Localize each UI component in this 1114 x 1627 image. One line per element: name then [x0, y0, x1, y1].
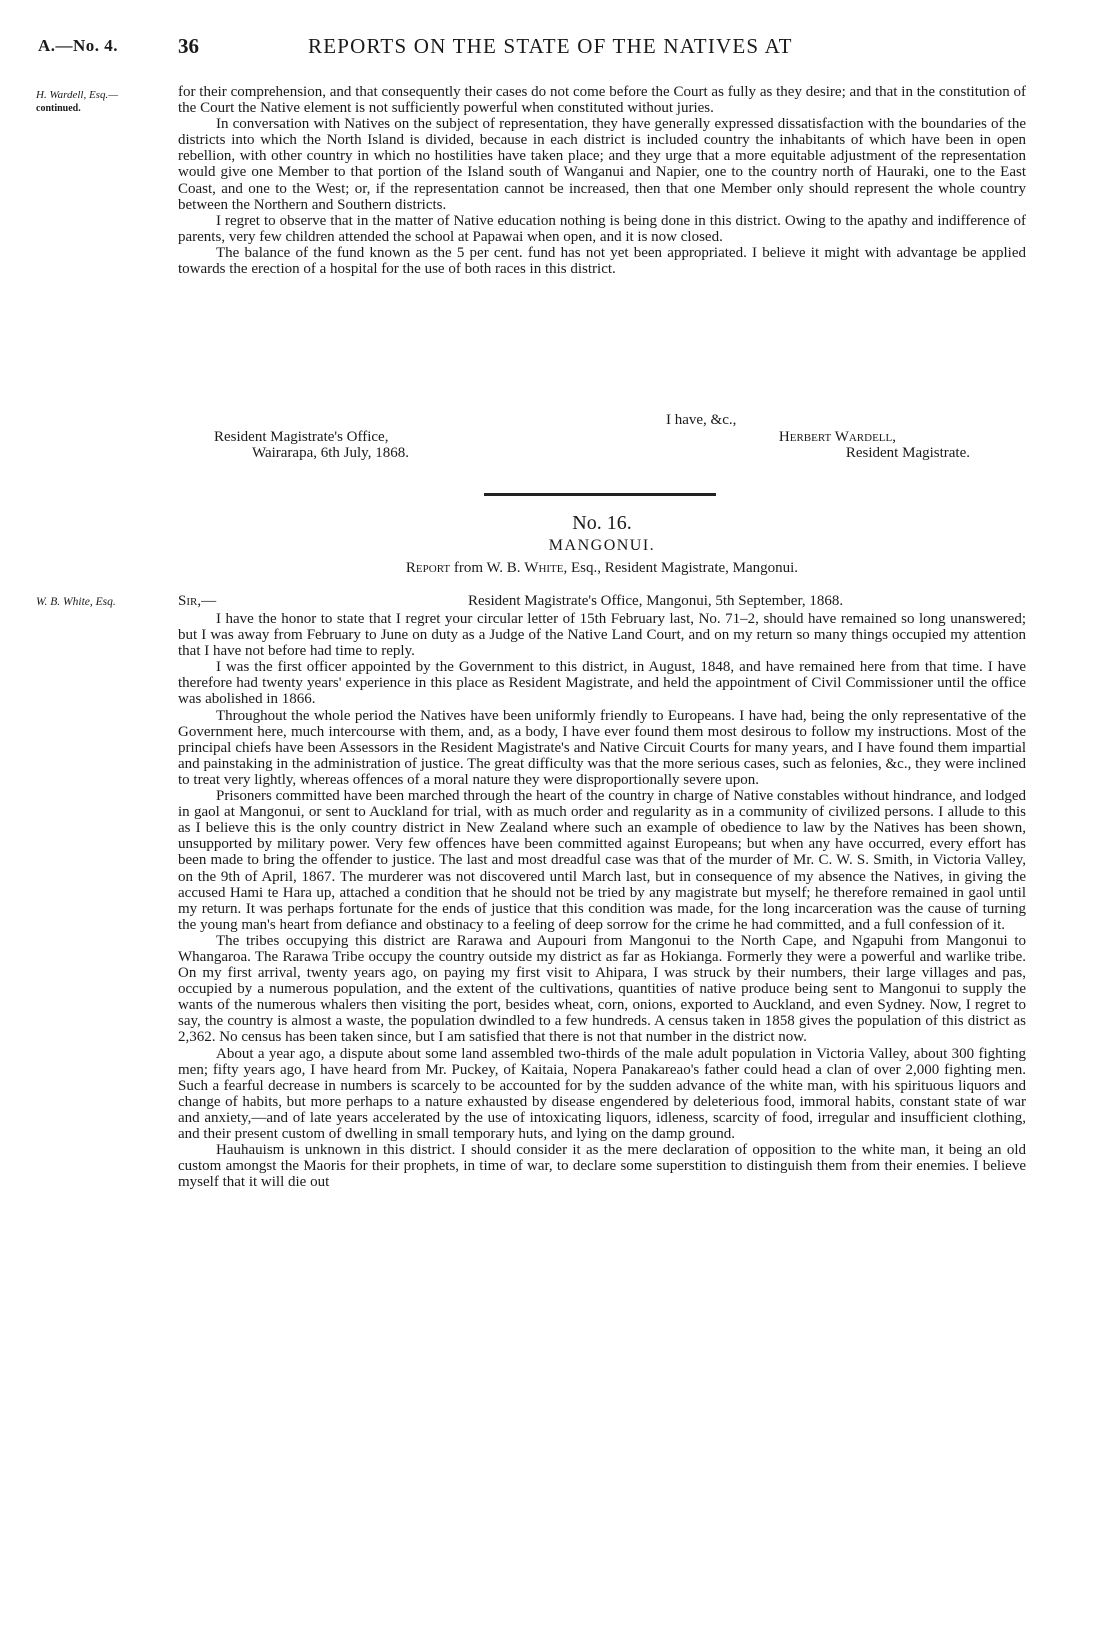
- margin-note-wardell: [36, 88, 166, 116]
- report-number: No. 16.: [572, 512, 632, 534]
- office-date-line: Wairarapa, 6th July, 1868.: [252, 445, 409, 462]
- white-report-body: [178, 611, 1026, 1190]
- page-header: [38, 34, 1088, 64]
- subtitle-rest: , Esq., Resident Magistrate, Mangonui.: [563, 560, 799, 576]
- report-subtitle: [178, 560, 1026, 577]
- paragraph: About a year ago, a dispute about some land assembled two-thirds of the male adult population in Victoria Valley, about 300 fighting men; fifty years ago, I have heard from Mr. Puckey, of Kaitaia, Nopera Panakareao's father could head a clan of over 2,000 fighting men. Such a fearful decrease in numbers is scarcely to be accounted for by the sudden advance of the white man, with his spirituous liquors and change of habits, but more perhaps to a nature exhausted by disease engendered by deleterious food, immoral habits, constant state of war and anxiety,—and of late years accelerated by the use of intoxicating liquors, idleness, scarcity of food, irregular and insufficient clothing, and their present custom of dwelling in small temporary huts, and lying on the damp ground.: [178, 1045, 1026, 1142]
- report-word: Report: [405, 560, 451, 576]
- running-title: REPORTS ON THE STATE OF THE NATIVES AT: [308, 34, 793, 58]
- paragraph: for their comprehension, and that consequently their cases do not come before the Court as fully as they desire; and that in the constitution of the Court the Native element is not sufficiently powerful when constituted without juries.: [178, 84, 1026, 117]
- report-place: MANGONUI.: [548, 537, 656, 554]
- paragraph: Prisoners committed have been marched through the heart of the country in charge of Native constables without hindrance, and lodged in gaol at Mangonui, or sent to Auckland for trial, with as much order and regularity as in a community of civilized persons. I allude to this as I believe this is the only country district in New Zealand where such an example of obedience to law by the Natives has been shown, unsupported by military power. Very few offences have been committed against Europeans; but when any have occurred, every effort has been made to bring the offender to justice. The last and most dreadful case was that of the murder of Mr. C. W. S. Smith, in Victoria Valley, on the 9th of April, 1867. The murderer was not discovered until March last, but in consequence of my absence the Natives, in giving the accused Hami te Hara up, attached a condition that he should not be tried by any magistrate but myself; he therefore remained in gaol until my return. It was perhaps fortunate for the ends of justice that this condition was made, for the long incarceration was the cause of turning the young man's heart from defiance and obstinacy to a feeling of deep sorrow for the crime he had committed, and a full confession of it.: [178, 788, 1026, 933]
- author-surname: White: [524, 560, 564, 576]
- wardell-report-body: [178, 84, 1026, 277]
- salutation: Sir,—: [178, 593, 217, 609]
- paper-reference: A.—No. 4.: [38, 36, 119, 55]
- signer-title: Resident Magistrate.: [845, 445, 970, 462]
- page-number: 36: [178, 34, 199, 58]
- paragraph: I was the first officer appointed by the Government to this district, in August, 1848, and have remained here from that time. I have therefore had twenty years' experience in this place as Resident Magistrate, and held the appointment of Civil Commissioner until the office was abolished in 1866.: [178, 659, 1026, 708]
- salutation-line: [178, 593, 1026, 609]
- dateline: Resident Magistrate's Office, Mangonui, 5th September, 1868.: [468, 593, 844, 609]
- office-line: Resident Magistrate's Office,: [214, 429, 389, 445]
- signer-name: Herbert Wardell,: [778, 429, 896, 445]
- subtitle-from: from W. B.: [450, 560, 525, 576]
- paragraph: I have the honor to state that I regret your circular letter of 15th February last, No. 71–2, should have remained so long unanswered; but I was away from February to June on duty as a Judge of the Native Land Court, and on my return so many things occupied my attention that I have not before had time to reply.: [178, 611, 1026, 660]
- paragraph: Hauhauism is unknown in this district. I should consider it as the mere declaration of opposition to the white man, it being an old custom amongst the Maoris for their prophets, in time of war, to declare some superstition to distinguish them from their enemies. I believe myself that it will die out: [178, 1142, 1026, 1191]
- paragraph: The tribes occupying this district are Rarawa and Aupouri from Mangonui to the North Cape, and Ngapuhi from Mangonui to Whangaroa. The Rarawa Tribe occupy the country outside my district as far as Hokianga. Formerly they were a powerful and warlike tribe. On my first arrival, twenty years ago, on paying my first visit to Ahipara, I was struck by their numbers, their large villages and pas, occupied by a numerous population, and the extent of the cultivations, quantities of native produce being sent to Mangonui to supply the wants of the numerous whalers then visiting the port, besides wheat, corn, onions, exported to Auckland, and even Sydney. Now, I regret to say, the country is almost a waste, the population dwindled to a few hundreds. A census taken in 1858 gives the population of this district as 2,362. No census has been taken since, but I am satisfied that there is not that number in the district now.: [178, 932, 1026, 1046]
- margin-note-white: W. B. White, Esq.: [36, 596, 116, 608]
- section-divider: [484, 493, 716, 496]
- office-address: [214, 429, 409, 461]
- closing-formula: I have, &c.,: [666, 412, 737, 428]
- margin-note-wardell-name: H. Wardell, Esq.—: [36, 89, 118, 101]
- margin-note-continued: continued.: [36, 103, 81, 114]
- paragraph: Throughout the whole period the Natives have been uniformly friendly to Europeans. I have had, being the only representative of the Government here, much intercourse with them, and, as a body, I have ever found them most desirous to follow my instructions. Most of the principal chiefs have been Assessors in the Resident Magistrate's and Native Circuit Courts for many years, and I have found them impartial and painstaking in the administration of justice. The great difficulty was that the more serious cases, such as felonies, &c., they were inclined to treat very lightly, whereas offences of a moral nature they were disproportionally severe upon.: [178, 707, 1026, 788]
- signature-block: [720, 429, 970, 461]
- paragraph: In conversation with Natives on the subject of representation, they have generally expressed dissatisfaction with the boundaries of the districts into which the North Island is divided, because in each district is included country the inhabitants of which have been in open rebellion, with other country in which no hostilities have taken place; and they urge that a more equitable adjustment of the representation would give one Member to that portion of the Island south of Wanganui and Napier, one to the country north of Hauraki, one to the East Coast, and one to the West; or, if the representation cannot be increased, then that one Member only should represent the whole country between the Northern and Southern districts.: [178, 116, 1026, 213]
- paragraph: I regret to observe that in the matter of Native education nothing is being done in this district. Owing to the apathy and indifference of parents, very few children attended the school at Papawai when open, and it is now closed.: [178, 212, 1026, 245]
- paragraph: The balance of the fund known as the 5 per cent. fund has not yet been appropriated. I believe it might with advantage be applied towards the erection of a hospital for the use of both races in this district.: [178, 244, 1026, 278]
